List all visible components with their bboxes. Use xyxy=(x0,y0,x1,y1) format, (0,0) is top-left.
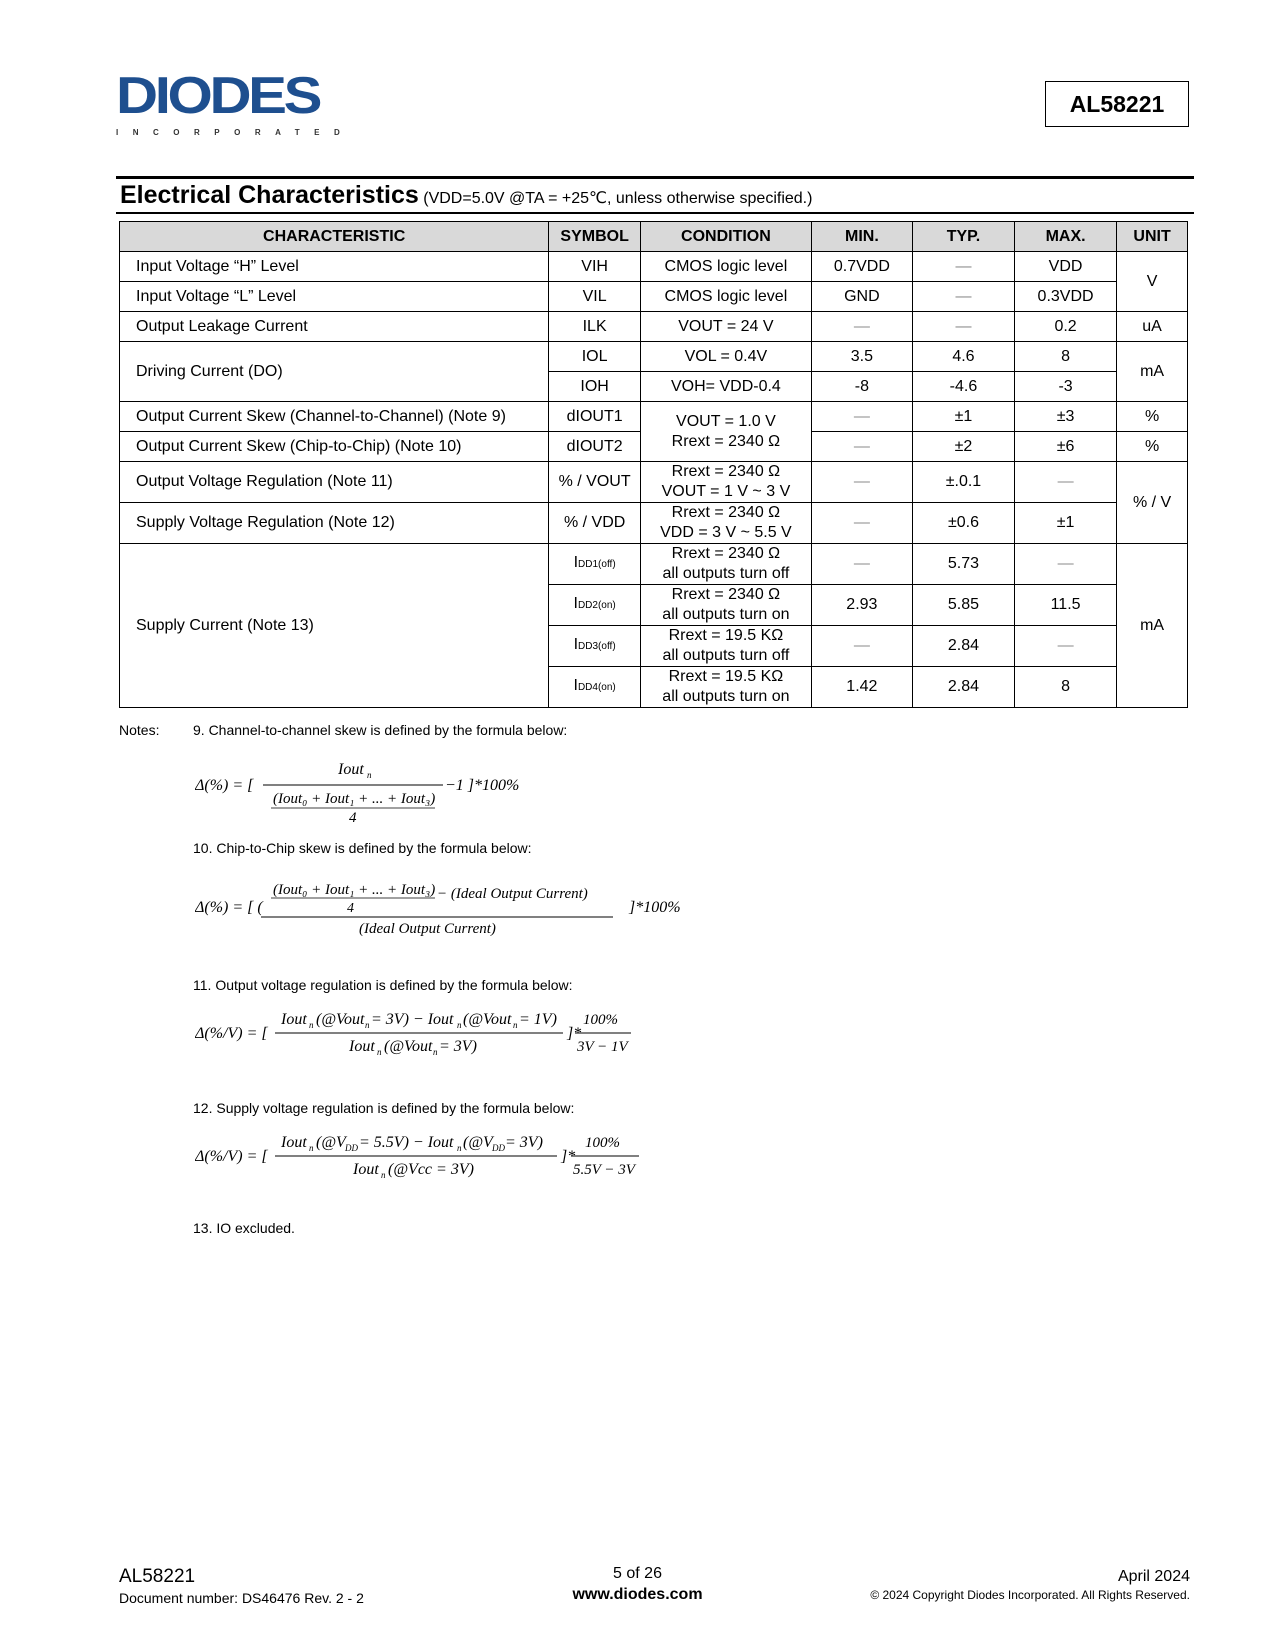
cell-min: — xyxy=(811,462,912,503)
cell-unit: % xyxy=(1117,402,1188,432)
symbol-main: I xyxy=(573,554,579,571)
cell-symbol xyxy=(549,626,641,667)
f11-num-b: = 3V) − Iout xyxy=(371,1011,454,1028)
cell-min: GND xyxy=(811,282,912,312)
cell-characteristic: Driving Current (DO) xyxy=(120,342,549,402)
header-typ: TYP. xyxy=(912,222,1014,252)
f11-den-sub1: n xyxy=(377,1047,382,1057)
f11-num-d: = 1V) xyxy=(519,1011,557,1028)
cell-condition xyxy=(640,667,811,708)
formula-output-voltage-regulation xyxy=(195,1006,655,1066)
cell-unit: V xyxy=(1117,252,1188,312)
symbol-main: I xyxy=(573,636,579,653)
cell-max: ±1 xyxy=(1015,503,1117,544)
condition-line: Rrext = 2340 Ω xyxy=(671,463,781,480)
cell-characteristic: Supply Current (Note 13) xyxy=(120,544,549,708)
footer-date: April 2024 xyxy=(1117,1568,1190,1585)
f10-den: (Ideal Output Current) xyxy=(359,921,496,936)
header-condition: CONDITION xyxy=(640,222,811,252)
f12-num-d: = 3V) xyxy=(505,1134,543,1151)
cell-typ: 5.73 xyxy=(912,544,1014,585)
f12-num-sub3: n xyxy=(457,1143,462,1153)
section-title: Electrical Characteristics xyxy=(120,181,419,209)
header-max: MAX. xyxy=(1015,222,1117,252)
condition-line: Rrext = 19.5 KΩ xyxy=(668,627,784,644)
cell-symbol xyxy=(549,544,641,585)
cell-condition: CMOS logic level xyxy=(640,252,811,282)
cell-characteristic: Input Voltage “L” Level xyxy=(120,282,549,312)
cell-typ: 5.85 xyxy=(912,585,1014,626)
cell-max: VDD xyxy=(1015,252,1117,282)
condition-line: Rrext = 2340 Ω xyxy=(671,504,781,521)
f11-num-sub2: n xyxy=(365,1020,370,1030)
formula-supply-voltage-regulation xyxy=(195,1129,665,1189)
table-row xyxy=(120,402,1188,432)
electrical-characteristics-table xyxy=(119,221,1188,708)
header-characteristic: CHARACTERISTIC xyxy=(120,222,549,252)
cell-min: 3.5 xyxy=(811,342,912,372)
formula-channel-skew xyxy=(195,758,555,824)
cell-condition: CMOS logic level xyxy=(640,282,811,312)
f9-den2: 4 xyxy=(349,810,357,824)
header-unit: UNIT xyxy=(1117,222,1188,252)
cell-condition: VOUT = 24 V xyxy=(640,312,811,342)
cell-max: 8 xyxy=(1015,667,1117,708)
cell-min: — xyxy=(811,544,912,585)
f9-den: (Iout₀ + Iout₁ + ... + Iout₃) xyxy=(273,791,436,807)
symbol-subscript: DD1(off) xyxy=(578,559,616,570)
cell-max: 11.5 xyxy=(1015,585,1117,626)
footer-website-link[interactable]: www.diodes.com xyxy=(572,1586,703,1603)
diodes-logo xyxy=(116,67,355,137)
cell-min: — xyxy=(811,503,912,544)
cell-condition xyxy=(640,585,811,626)
f11-den-sub2: n xyxy=(433,1047,438,1057)
cell-symbol: VIL xyxy=(549,282,641,312)
cell-min: — xyxy=(811,402,912,432)
cell-max: ±3 xyxy=(1015,402,1117,432)
f11-num: Iout xyxy=(281,1011,307,1028)
cell-condition xyxy=(640,626,811,667)
f12-frac-num: 100% xyxy=(585,1135,620,1151)
cell-typ: — xyxy=(912,252,1014,282)
note-13: 13. IO excluded. xyxy=(193,1220,295,1236)
condition-line: VDD = 3 V ~ 5.5 V xyxy=(660,524,792,541)
f11-num-sub3: n xyxy=(457,1020,462,1030)
cell-characteristic: Output Leakage Current xyxy=(120,312,549,342)
cell-condition xyxy=(640,503,811,544)
cell-min: — xyxy=(811,432,912,462)
table-row xyxy=(120,252,1188,282)
cell-unit: mA xyxy=(1117,544,1188,708)
table-row xyxy=(120,342,1188,372)
cell-symbol: dIOUT2 xyxy=(549,432,641,462)
cell-typ: 4.6 xyxy=(912,342,1014,372)
footer-part-number: AL58221 xyxy=(119,1566,196,1587)
f12-num-sub2: DD xyxy=(345,1143,358,1153)
f12-lhs: Δ(%/V) = [ xyxy=(195,1148,268,1165)
f11-den-a: (@Vout xyxy=(384,1038,433,1055)
cell-unit: uA xyxy=(1117,312,1188,342)
cell-typ: ±.0.1 xyxy=(912,462,1014,503)
f11-mid: ]* xyxy=(567,1025,582,1042)
cell-condition xyxy=(640,402,811,462)
condition-line: all outputs turn on xyxy=(662,688,790,705)
cell-symbol: IOH xyxy=(549,372,641,402)
cell-typ: 2.84 xyxy=(912,667,1014,708)
cell-min: 2.93 xyxy=(811,585,912,626)
f11-lhs: Δ(%/V) = [ xyxy=(195,1025,268,1042)
cell-max: 8 xyxy=(1015,342,1117,372)
f9-tail: −1 ]*100% xyxy=(445,777,520,794)
f9-lhs: Δ(%) = [ xyxy=(195,777,254,794)
cell-unit: % / V xyxy=(1117,462,1188,544)
cell-max: 0.3VDD xyxy=(1015,282,1117,312)
cell-symbol xyxy=(549,585,641,626)
symbol-subscript: DD4(on) xyxy=(577,682,616,693)
f11-den: Iout xyxy=(349,1038,375,1055)
cell-condition: VOL = 0.4V xyxy=(640,342,811,372)
condition-line: Rrext = 19.5 KΩ xyxy=(668,668,784,685)
condition-line: Rrext = 2340 Ω xyxy=(671,545,781,562)
table-header-row xyxy=(120,222,1188,252)
cell-typ: ±0.6 xyxy=(912,503,1014,544)
formula-chip-skew xyxy=(195,876,715,936)
header-symbol: SYMBOL xyxy=(549,222,641,252)
f11-num-sub1: n xyxy=(309,1020,314,1030)
cell-symbol xyxy=(549,667,641,708)
condition-line: VOUT = 1 V ~ 3 V xyxy=(661,483,791,500)
notes-label: Notes: xyxy=(119,722,160,738)
cell-min: 1.42 xyxy=(811,667,912,708)
cell-typ: — xyxy=(912,312,1014,342)
f12-den-a: (@Vcc = 3V) xyxy=(388,1161,474,1178)
footer-document-number: Document number: DS46476 Rev. 2 - 2 xyxy=(119,1590,364,1606)
note-10: 10. Chip-to-Chip skew is defined by the formula below: xyxy=(193,840,532,856)
f12-num-a: (@V xyxy=(316,1134,346,1151)
header-min: MIN. xyxy=(811,222,912,252)
f12-frac-den: 5.5V − 3V xyxy=(573,1162,635,1178)
f12-mid: ]* xyxy=(561,1148,576,1165)
f12-num-sub4: DD xyxy=(492,1143,505,1153)
f11-num-a: (@Vout xyxy=(316,1011,365,1028)
f10-num: (Iout₀ + Iout₁ + ... + Iout₃) xyxy=(273,882,436,898)
f11-num-sub4: n xyxy=(513,1020,518,1030)
footer-copyright: © 2024 Copyright Diodes Incorporated. All Rights Reserved. xyxy=(870,1588,1190,1602)
cell-characteristic: Supply Voltage Regulation (Note 12) xyxy=(120,503,549,544)
cell-characteristic: Input Voltage “H” Level xyxy=(120,252,549,282)
cell-characteristic: Output Current Skew (Channel-to-Channel) (Note 9) xyxy=(120,402,549,432)
logo-wordmark: DIODES xyxy=(116,67,320,125)
cell-max: 0.2 xyxy=(1015,312,1117,342)
condition-line: Rrext = 2340 Ω xyxy=(671,586,781,603)
cell-symbol: % / VOUT xyxy=(549,462,641,503)
cell-min: — xyxy=(811,626,912,667)
cell-condition xyxy=(640,544,811,585)
condition-line: Rrext = 2340 Ω xyxy=(671,432,781,450)
cell-condition xyxy=(640,462,811,503)
table-row xyxy=(120,462,1188,503)
condition-line: all outputs turn on xyxy=(662,606,790,623)
cell-condition: VOH= VDD-0.4 xyxy=(640,372,811,402)
f9-num-sub: n xyxy=(367,770,372,780)
f10-minus: − (Ideal Output Current) xyxy=(437,886,588,902)
f12-num: Iout xyxy=(281,1134,307,1151)
cell-typ: -4.6 xyxy=(912,372,1014,402)
logo-subtext: INCORPORATED xyxy=(116,128,355,137)
condition-line: VOUT = 1.0 V xyxy=(676,412,776,430)
table-row xyxy=(120,312,1188,342)
cell-max: — xyxy=(1015,462,1117,503)
section-subtitle: (VDD=5.0V @TA = +25℃, unless otherwise specified.) xyxy=(423,190,813,207)
cell-unit: % xyxy=(1117,432,1188,462)
section-heading xyxy=(120,181,812,210)
cell-unit: mA xyxy=(1117,342,1188,402)
cell-typ: ±2 xyxy=(912,432,1014,462)
cell-min: — xyxy=(811,312,912,342)
cell-typ: 2.84 xyxy=(912,626,1014,667)
section-rule-bottom xyxy=(116,212,1194,214)
symbol-subscript: DD2(on) xyxy=(577,600,616,611)
note-12: 12. Supply voltage regulation is defined by the formula below: xyxy=(193,1100,575,1116)
f10-tail: ]*100% xyxy=(629,899,681,916)
cell-symbol: ILK xyxy=(549,312,641,342)
cell-characteristic: Output Voltage Regulation (Note 11) xyxy=(120,462,549,503)
symbol-main: I xyxy=(573,677,578,694)
f10-lhs: Δ(%) = [ ( xyxy=(195,899,263,916)
f12-num-b: = 5.5V) − Iout xyxy=(359,1134,454,1151)
f11-frac-den: 3V − 1V xyxy=(577,1039,628,1055)
cell-min: 0.7VDD xyxy=(811,252,912,282)
cell-typ: — xyxy=(912,282,1014,312)
f11-frac-num: 100% xyxy=(583,1012,618,1028)
section-rule-top xyxy=(116,176,1194,179)
f9-num: Iout xyxy=(338,761,364,778)
cell-max: — xyxy=(1015,544,1117,585)
cell-max: ±6 xyxy=(1015,432,1117,462)
cell-typ: ±1 xyxy=(912,402,1014,432)
f11-den-b: = 3V) xyxy=(439,1038,477,1055)
cell-min: -8 xyxy=(811,372,912,402)
condition-line: all outputs turn off xyxy=(662,647,790,664)
note-9: 9. Channel-to-channel skew is defined by the formula below: xyxy=(193,722,568,738)
note-11: 11. Output voltage regulation is defined by the formula below: xyxy=(193,977,573,993)
table-row xyxy=(120,282,1188,312)
cell-symbol: VIH xyxy=(549,252,641,282)
symbol-subscript: DD3(off) xyxy=(578,641,616,652)
cell-symbol: dIOUT1 xyxy=(549,402,641,432)
f12-den: Iout xyxy=(353,1161,379,1178)
table-row xyxy=(120,544,1188,585)
symbol-main: I xyxy=(573,595,578,612)
cell-max: — xyxy=(1015,626,1117,667)
cell-max: -3 xyxy=(1015,372,1117,402)
footer-page-number: 5 of 26 xyxy=(613,1565,662,1582)
cell-symbol: IOL xyxy=(549,342,641,372)
condition-line: all outputs turn off xyxy=(662,565,790,582)
f12-num-c: (@V xyxy=(463,1134,493,1151)
f10-num2: 4 xyxy=(347,901,354,916)
cell-symbol: % / VDD xyxy=(549,503,641,544)
table-row xyxy=(120,503,1188,544)
part-number-box: AL58221 xyxy=(1045,81,1189,127)
f11-num-c: (@Vout xyxy=(463,1011,512,1028)
cell-characteristic: Output Current Skew (Chip-to-Chip) (Note 10) xyxy=(120,432,549,462)
f12-den-sub1: n xyxy=(381,1170,386,1180)
f12-num-sub1: n xyxy=(309,1143,314,1153)
